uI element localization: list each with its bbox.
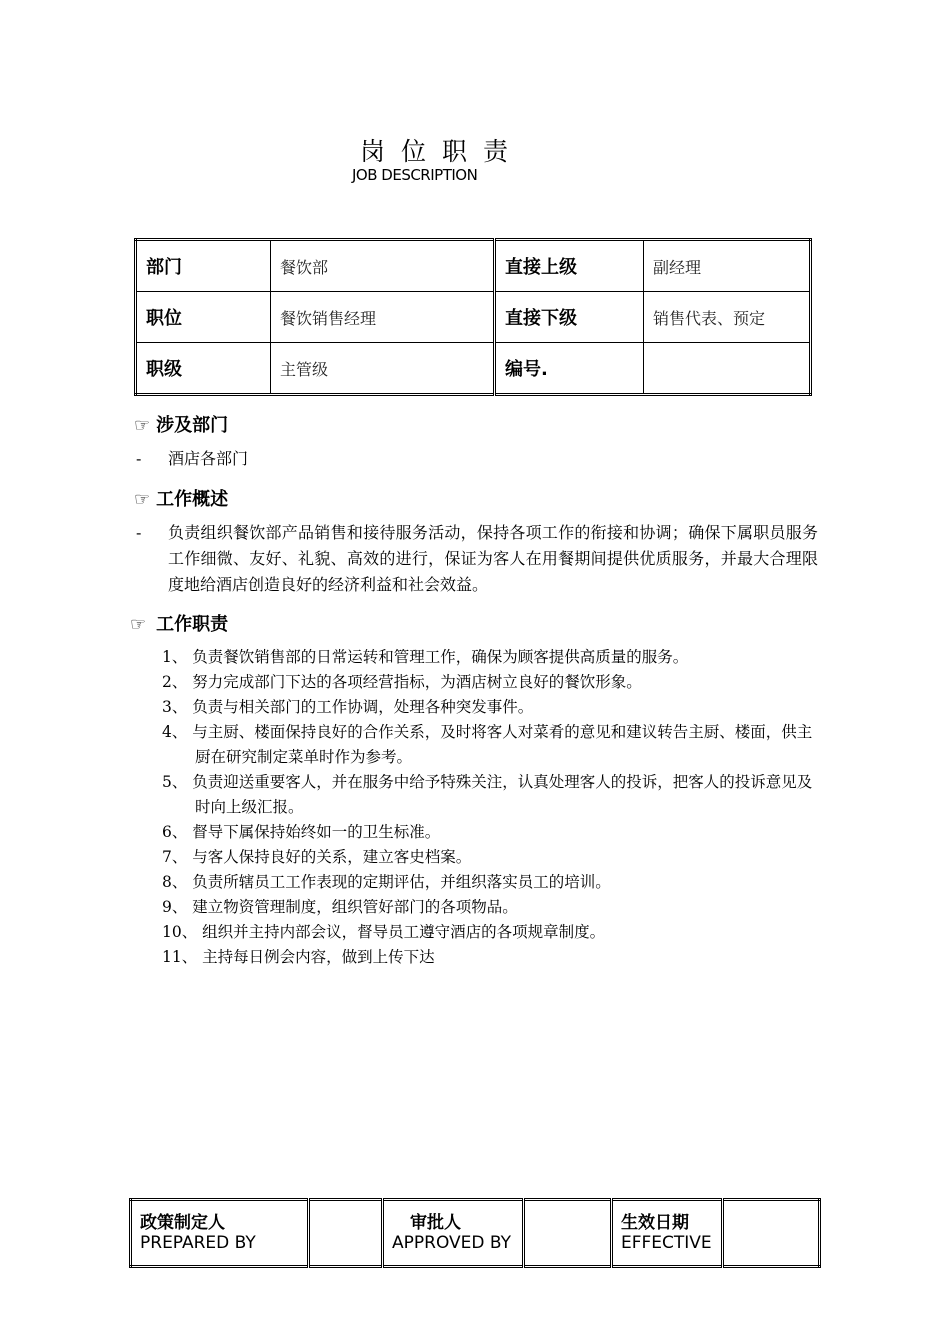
department-label: 部门 xyxy=(136,240,271,292)
grade-label: 职级 xyxy=(136,343,271,395)
list-item: 6、 督导下属保持始终如一的卫生标准。 xyxy=(162,823,441,841)
list-item: 7、 与客人保持良好的关系，建立客史档案。 xyxy=(162,848,472,866)
effective-date-label: 生效日期 EFFECTIVE xyxy=(612,1200,723,1267)
departments-text: 酒店各部门 xyxy=(168,449,249,468)
list-item: 8、 负责所辖员工工作表现的定期评估，并组织落实员工的培训。 xyxy=(162,873,611,891)
subordinate-value: 销售代表、预定 xyxy=(644,292,811,343)
supervisor-value: 副经理 xyxy=(644,240,811,292)
page-title: 岗位职责 xyxy=(360,137,525,166)
page-subtitle: JOB DESCRIPTION xyxy=(352,166,478,184)
pointing-hand-icon: ☞ xyxy=(134,415,151,436)
approved-by-label: 审批人 APPROVED BY xyxy=(383,1200,524,1267)
list-item: 9、 建立物资管理制度，组织管好部门的各项物品。 xyxy=(162,898,518,916)
duties-list xyxy=(162,645,822,970)
prepared-by-label: 政策制定人 PREPARED BY xyxy=(131,1200,309,1267)
pointing-hand-icon: ☞ xyxy=(130,614,147,635)
list-item: 4、 与主厨、楼面保持良好的合作关系，及时将客人对菜肴的意见和建议转告主厨、楼面，供主厨在研究制定菜单时作为参考。 xyxy=(162,723,813,766)
table-row xyxy=(131,1200,820,1267)
list-item: 11、 主持每日例会内容，做到上传下达 xyxy=(162,948,435,966)
dash-bullet: - xyxy=(136,523,142,542)
overview-text: 负责组织餐饮部产品销售和接待服务活动，保持各项工作的衔接和协调；确保下属职员服务工作细微、友好、礼貌、高效的进行，保证为客人在用餐期间提供优质服务，并最大合理限度地给酒店创造良好的经济利益和社会效益。 xyxy=(168,523,818,594)
effective-date-field[interactable] xyxy=(723,1200,820,1267)
subordinate-label: 直接下级 xyxy=(495,292,644,343)
position-label: 职位 xyxy=(136,292,271,343)
pointing-hand-icon: ☞ xyxy=(134,489,151,510)
number-value xyxy=(644,343,811,395)
table-row xyxy=(136,240,811,292)
supervisor-label: 直接上级 xyxy=(495,240,644,292)
list-item: 2、 努力完成部门下达的各项经营指标，为酒店树立良好的餐饮形象。 xyxy=(162,673,642,691)
prepared-by-field[interactable] xyxy=(309,1200,383,1267)
approval-table xyxy=(129,1198,821,1268)
grade-value: 主管级 xyxy=(271,343,495,395)
number-label: 编号. xyxy=(495,343,644,395)
overview-heading: ☞ 工作概述 xyxy=(134,489,229,510)
list-item: 3、 负责与相关部门的工作协调，处理各种突发事件。 xyxy=(162,698,534,716)
job-info-table xyxy=(134,238,812,396)
approved-by-field[interactable] xyxy=(524,1200,612,1267)
table-row xyxy=(136,292,811,343)
position-value: 餐饮销售经理 xyxy=(271,292,495,343)
table-row xyxy=(136,343,811,395)
departments-heading: ☞ 涉及部门 xyxy=(134,415,229,436)
duties-heading: ☞ 工作职责 xyxy=(130,614,229,635)
list-item: 1、 负责餐饮销售部的日常运转和管理工作，确保为顾客提供高质量的服务。 xyxy=(162,648,689,666)
list-item: 5、 负责迎送重要客人，并在服务中给予特殊关注，认真处理客人的投诉，把客人的投诉意见及时向上级汇报。 xyxy=(162,773,813,816)
department-value: 餐饮部 xyxy=(271,240,495,292)
list-item: 10、 组织并主持内部会议，督导员工遵守酒店的各项规章制度。 xyxy=(162,923,606,941)
dash-bullet: - xyxy=(136,449,142,468)
